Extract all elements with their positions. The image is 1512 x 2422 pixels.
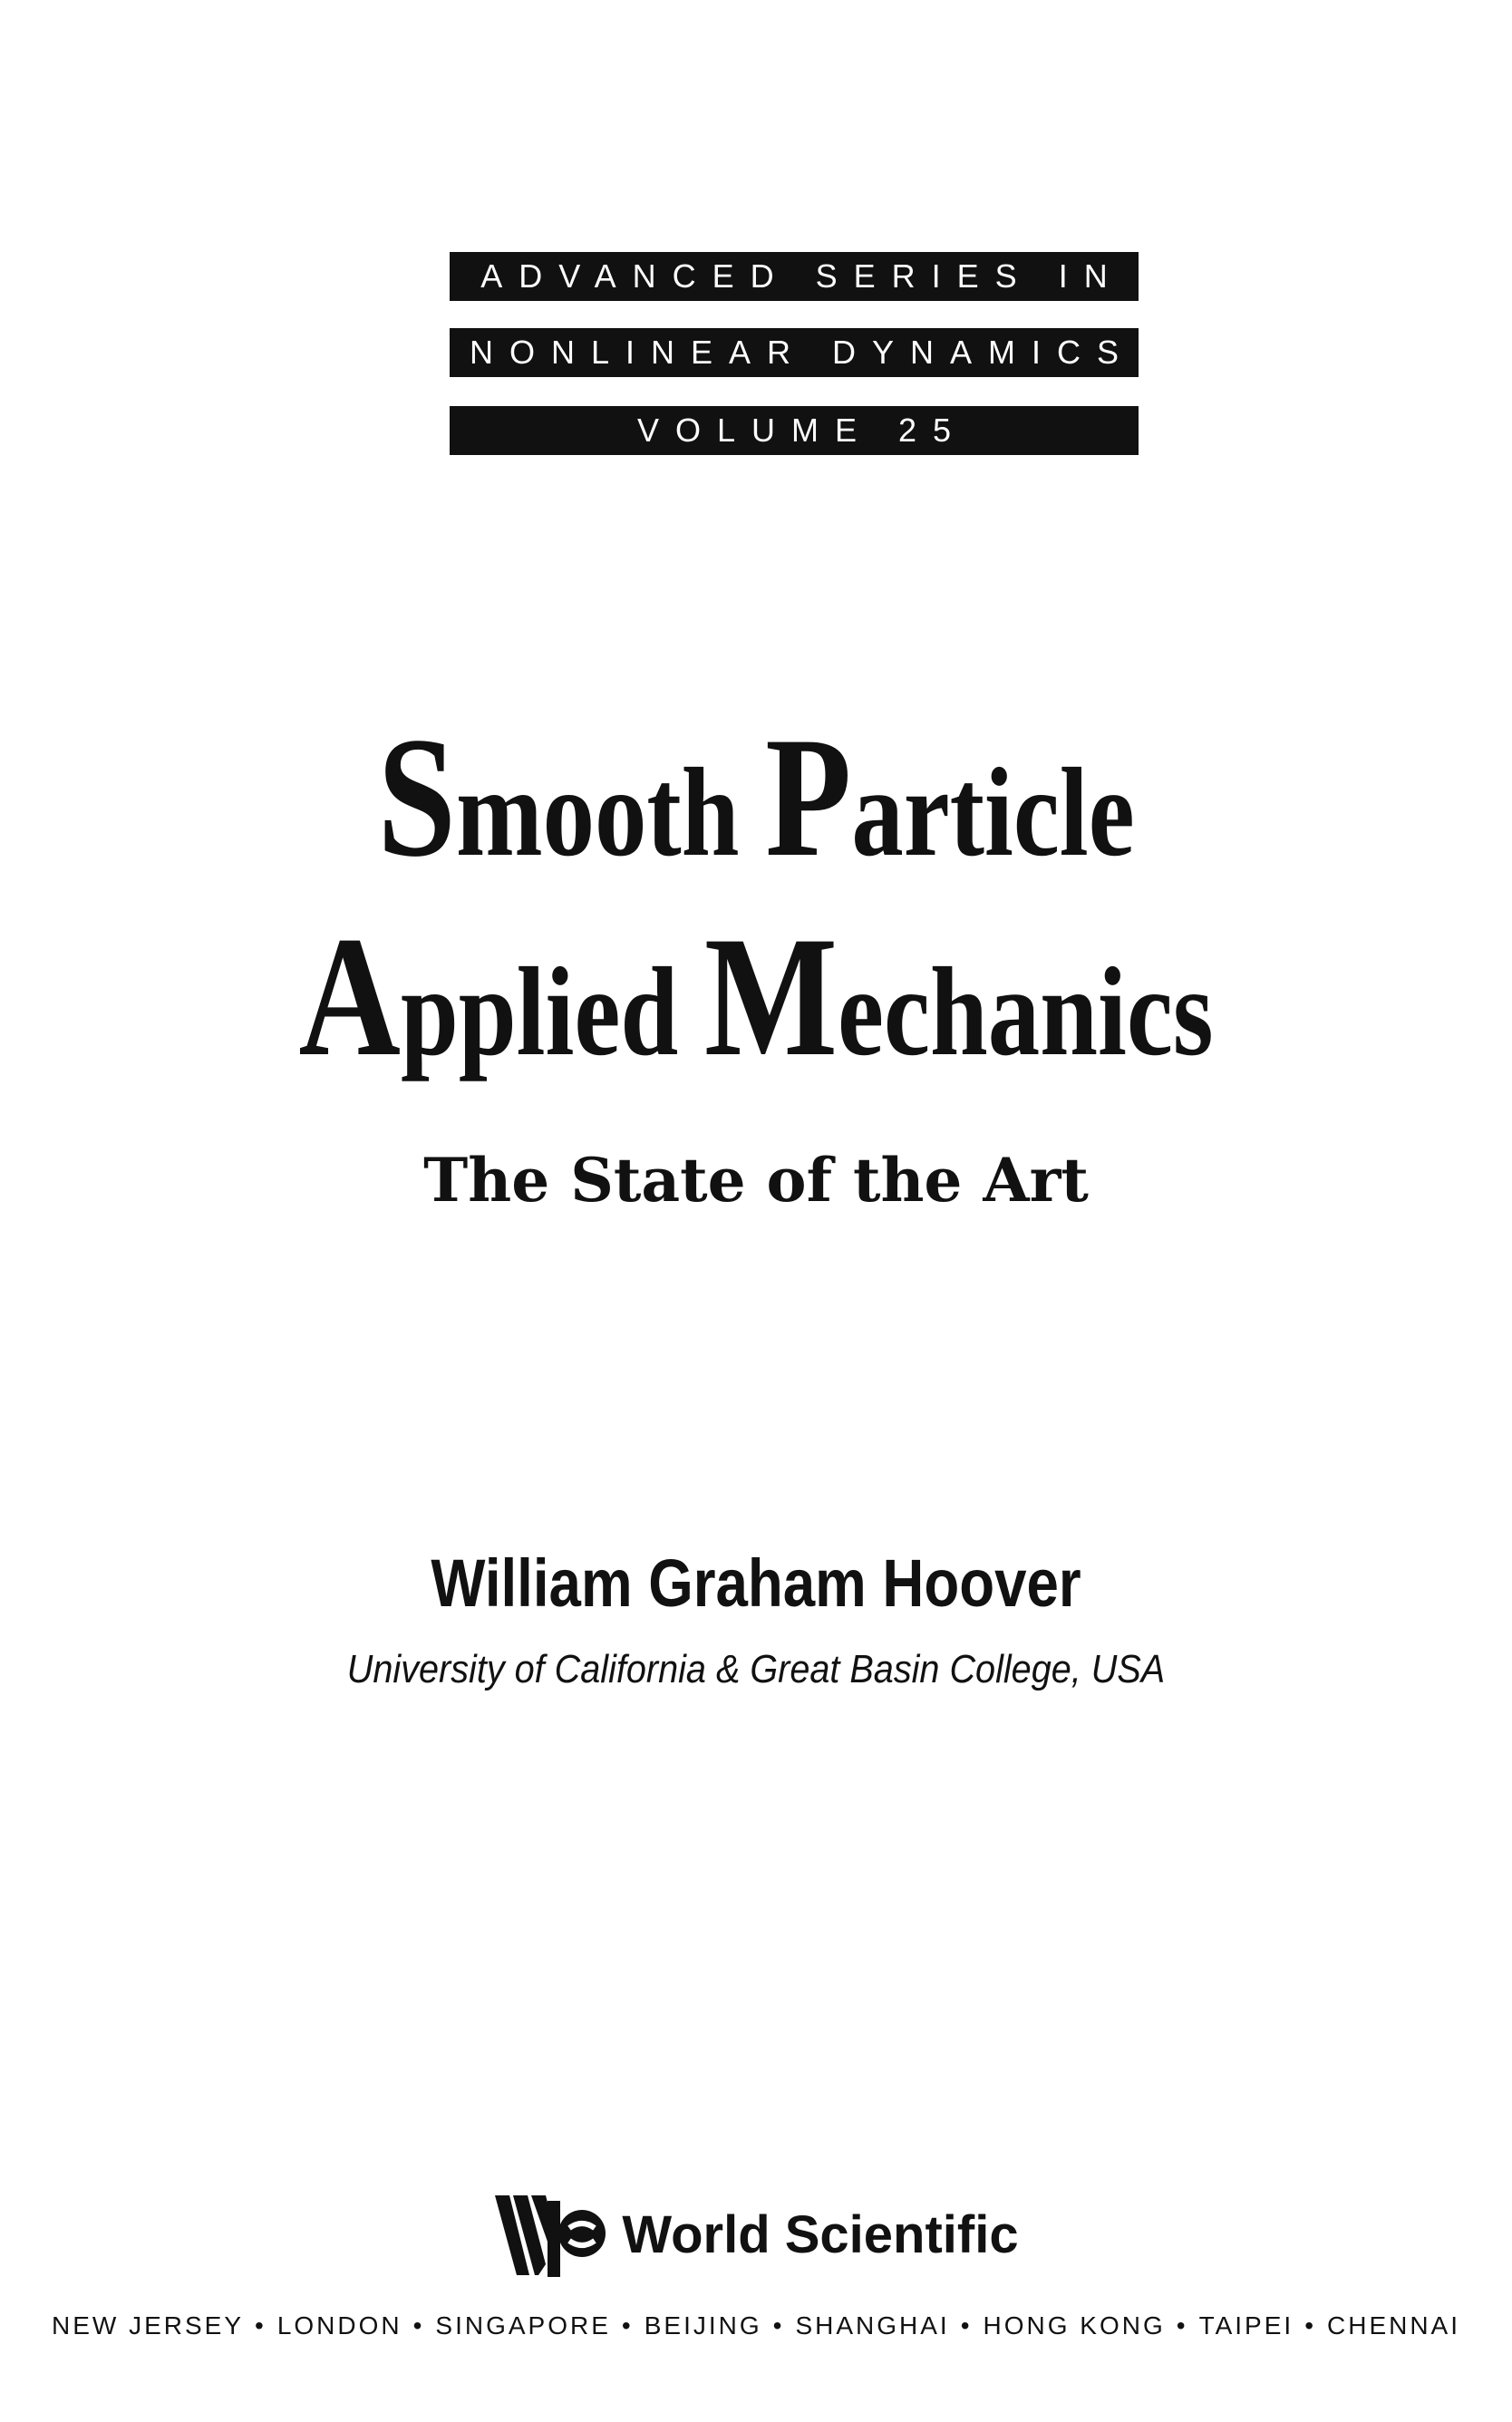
book-subtitle: The State of the Art	[423, 1145, 1089, 1216]
city-separator: •	[772, 2311, 785, 2340]
city-name: BEIJING	[644, 2311, 762, 2340]
city-name: CHENNAI	[1327, 2311, 1461, 2340]
city-separator: •	[1176, 2311, 1188, 2340]
title-word-echanics: echanics	[838, 942, 1214, 1082]
city-name: SINGAPORE	[435, 2311, 611, 2340]
series-banner-line-1: ADVANCED SERIES IN	[450, 252, 1139, 301]
title-line-1	[136, 702, 1376, 893]
title-initial-a: A	[298, 902, 401, 1092]
title-initial-s: S	[377, 702, 456, 893]
series-banner-line-2: NONLINEAR DYNAMICS	[450, 328, 1139, 377]
city-separator: •	[255, 2311, 267, 2340]
title-initial-p: P	[765, 702, 852, 893]
city-name: SHANGHAI	[795, 2311, 950, 2340]
city-separator: •	[621, 2311, 634, 2340]
publisher-cities	[0, 2308, 1512, 2344]
series-volume-banner: VOLUME 25	[450, 406, 1139, 455]
city-name: NEW JERSEY	[51, 2311, 244, 2340]
title-word-pplied: pplied	[400, 942, 704, 1082]
title-word-article: article	[851, 742, 1135, 883]
author-affiliation: University of California & Great Basin College, USA	[346, 1647, 1166, 1691]
city-separator: •	[960, 2311, 973, 2340]
publisher-block	[0, 2192, 1512, 2279]
title-initial-m: M	[703, 902, 838, 1092]
world-scientific-logo-icon	[493, 2192, 609, 2279]
title-word-mooth: mooth	[455, 742, 766, 883]
city-separator: •	[412, 2311, 425, 2340]
author-name: William Graham Hoover	[431, 1545, 1081, 1621]
title-line-2	[136, 902, 1376, 1092]
city-separator: •	[1304, 2311, 1316, 2340]
city-name: LONDON	[276, 2311, 402, 2340]
city-name: HONG KONG	[983, 2311, 1166, 2340]
city-name: TAIPEI	[1198, 2311, 1294, 2340]
publisher-name: World Scientific	[622, 2205, 1019, 2264]
